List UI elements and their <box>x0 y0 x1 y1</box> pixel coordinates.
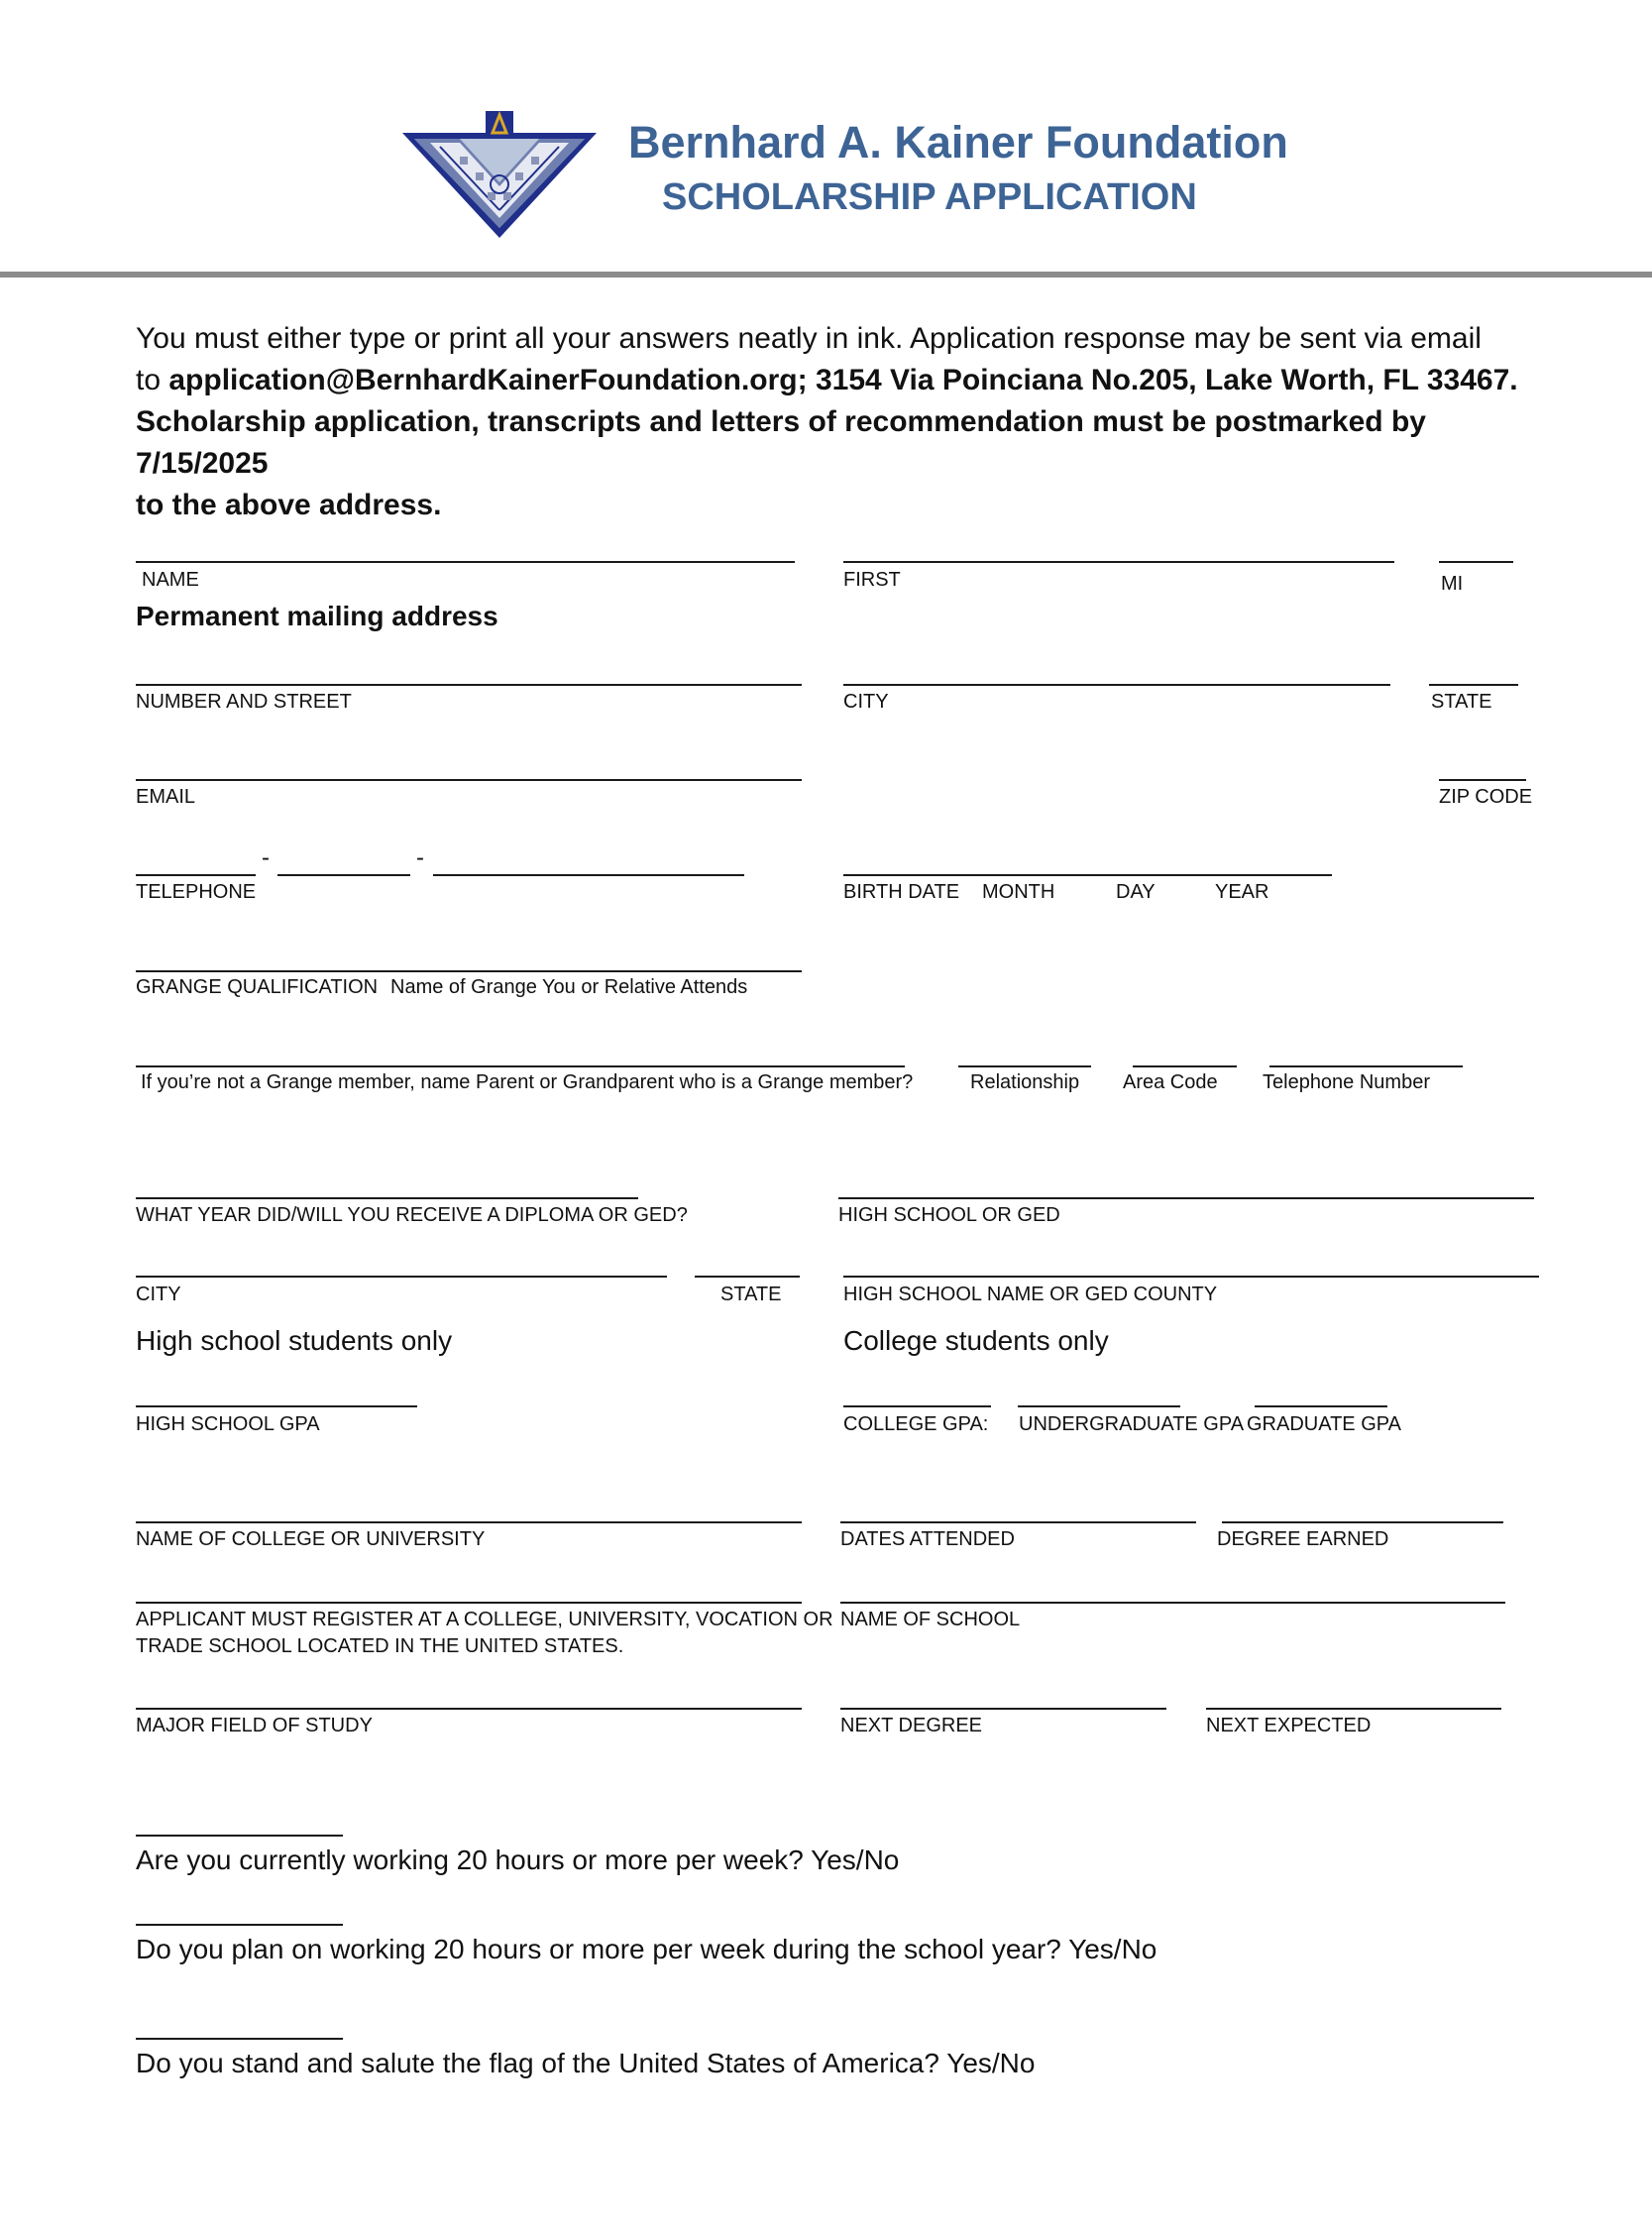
instructions-line-4: to the above address. <box>136 489 442 521</box>
relationship-field[interactable] <box>958 1065 1091 1067</box>
degree-earned-field[interactable] <box>1222 1521 1503 1523</box>
telephone-separator-2: - <box>416 844 424 871</box>
city-label: CITY <box>843 691 889 713</box>
diploma-year-field[interactable] <box>136 1197 638 1199</box>
telephone-line-number-field[interactable] <box>433 874 744 876</box>
diploma-year-label: WHAT YEAR DID/WILL YOU RECEIVE A DIPLOMA OR GED? <box>136 1204 688 1226</box>
graduate-gpa-label: GRADUATE GPA <box>1247 1413 1401 1435</box>
college-gpa-field[interactable] <box>843 1405 991 1407</box>
working-school-year-answer-field[interactable] <box>136 1924 343 1926</box>
foundation-logo <box>400 111 599 240</box>
header-divider <box>0 272 1652 278</box>
register-requirement-line-2: TRADE SCHOOL LOCATED IN THE UNITED STATES. <box>136 1635 624 1657</box>
year-label: YEAR <box>1215 881 1269 903</box>
high-school-gpa-field[interactable] <box>136 1405 417 1407</box>
next-degree-field[interactable] <box>840 1708 1166 1710</box>
telephone-prefix-field[interactable] <box>277 874 410 876</box>
grange-name-label: Name of Grange You or Relative Attends <box>390 976 748 998</box>
flag-salute-answer-field[interactable] <box>136 2038 343 2040</box>
instructions <box>136 318 1553 526</box>
working-now-question: Are you currently working 20 hours or more per week? Yes/No <box>136 1844 900 1875</box>
grange-relative-label: If you’re not a Grange member, name Parent or Grandparent who is a Grange member? <box>141 1071 914 1093</box>
school-city-field[interactable] <box>136 1276 667 1278</box>
high-school-or-ged-field[interactable] <box>838 1197 1534 1199</box>
next-expected-field[interactable] <box>1206 1708 1501 1710</box>
school-name-label: NAME OF SCHOOL <box>840 1609 1021 1630</box>
submission-email-address: application@BernhardKainerFoundation.org; 3154 Via Poinciana No.205, Lake Worth, FL 33467. <box>168 364 1518 396</box>
masonic-square-compass-logo-icon <box>400 111 599 240</box>
grange-name-field[interactable] <box>136 970 802 972</box>
working-school-year-question: Do you plan on working 20 hours or more per week during the school year? Yes/No <box>136 1934 1157 1964</box>
telephone-separator-1: - <box>262 844 270 871</box>
day-label: DAY <box>1116 881 1156 903</box>
major-field[interactable] <box>136 1708 802 1710</box>
registered-school-field[interactable] <box>136 1602 802 1604</box>
flag-salute-question: Do you stand and salute the flag of the United States of America? Yes/No <box>136 2048 1036 2078</box>
high-school-name-field[interactable] <box>843 1276 1539 1278</box>
middle-initial-field[interactable] <box>1439 561 1513 563</box>
relative-area-code-field[interactable] <box>1133 1065 1237 1067</box>
school-name-field[interactable] <box>840 1602 1505 1604</box>
instructions-line-2: to application@BernhardKainerFoundation.org; 3154 Via Poinciana No.205, Lake Worth, FL 33467. <box>136 364 1518 396</box>
mi-label: MI <box>1441 573 1464 595</box>
telephone-label: TELEPHONE <box>136 881 257 903</box>
grange-relative-field[interactable] <box>136 1065 905 1067</box>
high-school-or-ged-label: HIGH SCHOOL OR GED <box>838 1204 1060 1226</box>
name-label: NAME <box>142 569 199 591</box>
telephone-number-label: Telephone Number <box>1263 1071 1430 1093</box>
working-now-answer-field[interactable] <box>136 1835 343 1837</box>
high-school-gpa-label: HIGH SCHOOL GPA <box>136 1413 320 1435</box>
school-state-label: STATE <box>720 1284 782 1305</box>
email-label: EMAIL <box>136 786 196 808</box>
school-state-field[interactable] <box>695 1276 800 1278</box>
birth-date-field[interactable] <box>843 874 1332 876</box>
instructions-line-1: You must either type or print all your answers neatly in ink. Application response may be sent via email <box>136 322 1482 355</box>
city-field[interactable] <box>843 684 1390 686</box>
major-field-label: MAJOR FIELD OF STUDY <box>136 1715 373 1736</box>
grange-qualification-label: GRANGE QUALIFICATION <box>136 976 379 998</box>
next-expected-label: NEXT EXPECTED <box>1206 1715 1372 1736</box>
dates-attended-field[interactable] <box>840 1521 1196 1523</box>
foundation-title: Bernhard A. Kainer Foundation <box>628 117 1288 168</box>
permanent-mailing-address-heading: Permanent mailing address <box>136 601 498 631</box>
first-name-field[interactable] <box>843 561 1394 563</box>
zip-code-field[interactable] <box>1439 779 1526 781</box>
state-label: STATE <box>1431 691 1492 713</box>
dates-attended-label: DATES ATTENDED <box>840 1528 1015 1550</box>
telephone-area-code-field[interactable] <box>136 874 256 876</box>
first-label: FIRST <box>843 569 901 591</box>
email-field[interactable] <box>136 779 802 781</box>
area-code-label: Area Code <box>1123 1071 1218 1093</box>
graduate-gpa-field[interactable] <box>1255 1405 1387 1407</box>
degree-earned-label: DEGREE EARNED <box>1217 1528 1389 1550</box>
last-name-field[interactable] <box>136 561 795 563</box>
next-degree-label: NEXT DEGREE <box>840 1715 982 1736</box>
college-students-heading: College students only <box>843 1325 1109 1356</box>
number-and-street-label: NUMBER AND STREET <box>136 691 352 713</box>
school-city-label: CITY <box>136 1284 181 1305</box>
college-gpa-label: COLLEGE GPA: <box>843 1413 989 1435</box>
form-subtitle: SCHOLARSHIP APPLICATION <box>662 176 1197 218</box>
college-name-field[interactable] <box>136 1521 802 1523</box>
undergraduate-gpa-label: UNDERGRADUATE GPA <box>1019 1413 1245 1435</box>
birth-date-label: BIRTH DATE <box>843 881 960 903</box>
zip-code-label: ZIP CODE <box>1439 786 1533 808</box>
state-field[interactable] <box>1429 684 1518 686</box>
month-label: MONTH <box>982 881 1055 903</box>
high-school-students-heading: High school students only <box>136 1325 453 1356</box>
relative-telephone-field[interactable] <box>1269 1065 1463 1067</box>
college-name-label: NAME OF COLLEGE OR UNIVERSITY <box>136 1528 486 1550</box>
relationship-label: Relationship <box>970 1071 1080 1093</box>
register-requirement-line-1: APPLICANT MUST REGISTER AT A COLLEGE, UNIVERSITY, VOCATION OR <box>136 1609 833 1630</box>
instructions-line-3: Scholarship application, transcripts and letters of recommendation must be postmarked by 7/15/2025 <box>136 405 1426 480</box>
high-school-name-label: HIGH SCHOOL NAME OR GED COUNTY <box>843 1284 1218 1305</box>
undergraduate-gpa-field[interactable] <box>1018 1405 1180 1407</box>
street-field[interactable] <box>136 684 802 686</box>
